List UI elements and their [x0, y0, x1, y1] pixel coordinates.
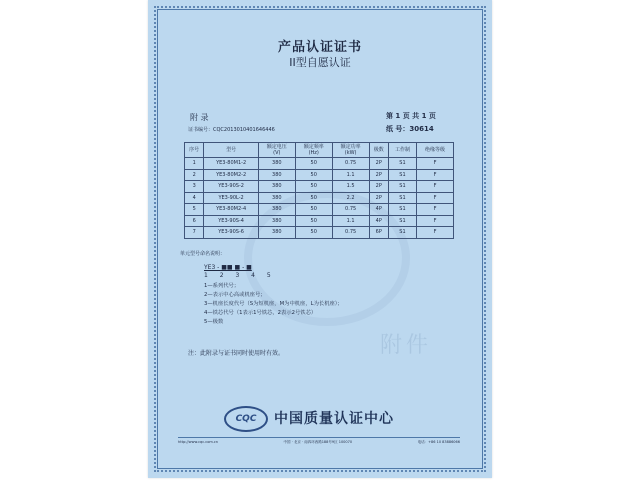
table-cell: 380	[258, 204, 295, 216]
table-cell: 50	[295, 192, 332, 204]
table-cell: 2P	[369, 158, 388, 170]
legend-line: 4—铁芯代号（1表示1号铁芯，2表示2号铁芯）	[204, 310, 317, 316]
table-header-cell: 额定频率 (Hz)	[295, 143, 332, 158]
table-cell: F	[417, 227, 454, 239]
table-cell: 380	[258, 181, 295, 193]
table-cell: 2P	[369, 181, 388, 193]
table-cell: 2P	[369, 169, 388, 181]
table-cell: 4P	[369, 204, 388, 216]
table-cell: YE3-80M2-4	[204, 204, 259, 216]
table-cell: 380	[258, 227, 295, 239]
table-row	[185, 204, 454, 216]
table-header-cell: 绝缘等级	[417, 143, 454, 158]
table-cell: F	[417, 158, 454, 170]
model-code-pattern	[204, 264, 252, 271]
table-cell: 1	[185, 158, 204, 170]
table-cell: 7	[185, 227, 204, 239]
table-cell: F	[417, 215, 454, 227]
model-naming-note: 单元型号命名说明：	[180, 251, 226, 257]
table-cell: YE3-90L-2	[204, 192, 259, 204]
table-cell: S1	[388, 158, 416, 170]
product-spec-table	[184, 142, 454, 239]
footer-address: 中国 · 北京 · 南四环西路188号9区 100070	[283, 440, 353, 444]
table-cell: S1	[388, 169, 416, 181]
table-row	[185, 158, 454, 170]
table-row	[185, 192, 454, 204]
legend-line: 2—表示中心高或机座号；	[204, 292, 266, 298]
issuer-name: 中国质量认证中心	[274, 411, 394, 427]
table-cell: 2P	[369, 192, 388, 204]
table-cell: 2.2	[332, 192, 369, 204]
table-header-cell: 额定电压 (V)	[258, 143, 295, 158]
table-row	[185, 181, 454, 193]
table-cell: 50	[295, 181, 332, 193]
table-header-cell: 型号	[204, 143, 259, 158]
table-cell: 3	[185, 181, 204, 193]
model-code-legend	[204, 282, 343, 327]
table-row	[185, 169, 454, 181]
legend-line: 5—极数	[204, 319, 224, 325]
table-cell: 380	[258, 192, 295, 204]
model-code-text: YE3 - ■■ ■ - ■	[204, 264, 252, 271]
table-cell: 1.1	[332, 215, 369, 227]
table-cell: YE3-90S-2	[204, 181, 259, 193]
legend-line: 1—系列代号；	[204, 283, 240, 289]
watermark-text: 附件	[380, 333, 433, 358]
table-row	[185, 215, 454, 227]
table-cell: YE3-90S-4	[204, 215, 259, 227]
table-header-cell: 极数	[369, 143, 388, 158]
table-cell: 380	[258, 158, 295, 170]
table-header-row	[185, 143, 454, 158]
legend-line: 3—机座长度代号（S为短机座，M为中机座，L为长机座）；	[204, 301, 343, 307]
table-cell: YE3-80M1-2	[204, 158, 259, 170]
table-cell: S1	[388, 227, 416, 239]
table-cell: S1	[388, 192, 416, 204]
validity-note: 注：此附录与证书同时使用时有效。	[188, 350, 285, 357]
cqc-logo-text: CQC	[235, 414, 257, 424]
page-info: 第 1 页 共 1 页	[386, 112, 436, 120]
table-cell: F	[417, 181, 454, 193]
table-header-cell: 额定功率 (kW)	[332, 143, 369, 158]
table-cell: 50	[295, 169, 332, 181]
certificate-title: 产品认证证书	[277, 40, 362, 55]
certificate-subtitle: II型自愿认证	[289, 56, 351, 69]
footer-phone: 电话：+86 10 83886066	[417, 440, 460, 444]
table-cell: 1.5	[332, 181, 369, 193]
table-header-cell: 工作制	[388, 143, 416, 158]
table-cell: 4	[185, 192, 204, 204]
table-cell: 4P	[369, 215, 388, 227]
table-cell: 0.75	[332, 204, 369, 216]
table-header-cell: 序号	[185, 143, 204, 158]
table-cell: S1	[388, 204, 416, 216]
table-cell: F	[417, 192, 454, 204]
certificate-number: 证书编号：CQC2013010401646446	[188, 127, 275, 133]
table-cell: F	[417, 169, 454, 181]
table-cell: 2	[185, 169, 204, 181]
table-cell: 380	[258, 215, 295, 227]
table-cell: 1.1	[332, 169, 369, 181]
table-row	[185, 227, 454, 239]
table-cell: S1	[388, 181, 416, 193]
model-code-numbers: 1 2 3 4 5	[204, 272, 276, 279]
certificate-sheet	[148, 0, 492, 478]
table-cell: 6	[185, 215, 204, 227]
table-cell: 0.75	[332, 158, 369, 170]
footer-website: http://www.cqc.com.cn	[178, 440, 219, 444]
table-cell: S1	[388, 215, 416, 227]
paper-number: 纸 号：30614	[386, 125, 434, 133]
table-cell: 380	[258, 169, 295, 181]
table-cell: 50	[295, 215, 332, 227]
table-cell: 50	[295, 158, 332, 170]
table-cell: YE3-80M2-2	[204, 169, 259, 181]
cqc-logo	[224, 406, 268, 432]
table-cell: 50	[295, 227, 332, 239]
table-cell: 5	[185, 204, 204, 216]
table-cell: 50	[295, 204, 332, 216]
annex-label: 附 录	[190, 113, 209, 122]
footer	[178, 437, 460, 445]
table-cell: 0.75	[332, 227, 369, 239]
table-cell: YE3-90S-6	[204, 227, 259, 239]
table-cell: 6P	[369, 227, 388, 239]
table-cell: F	[417, 204, 454, 216]
